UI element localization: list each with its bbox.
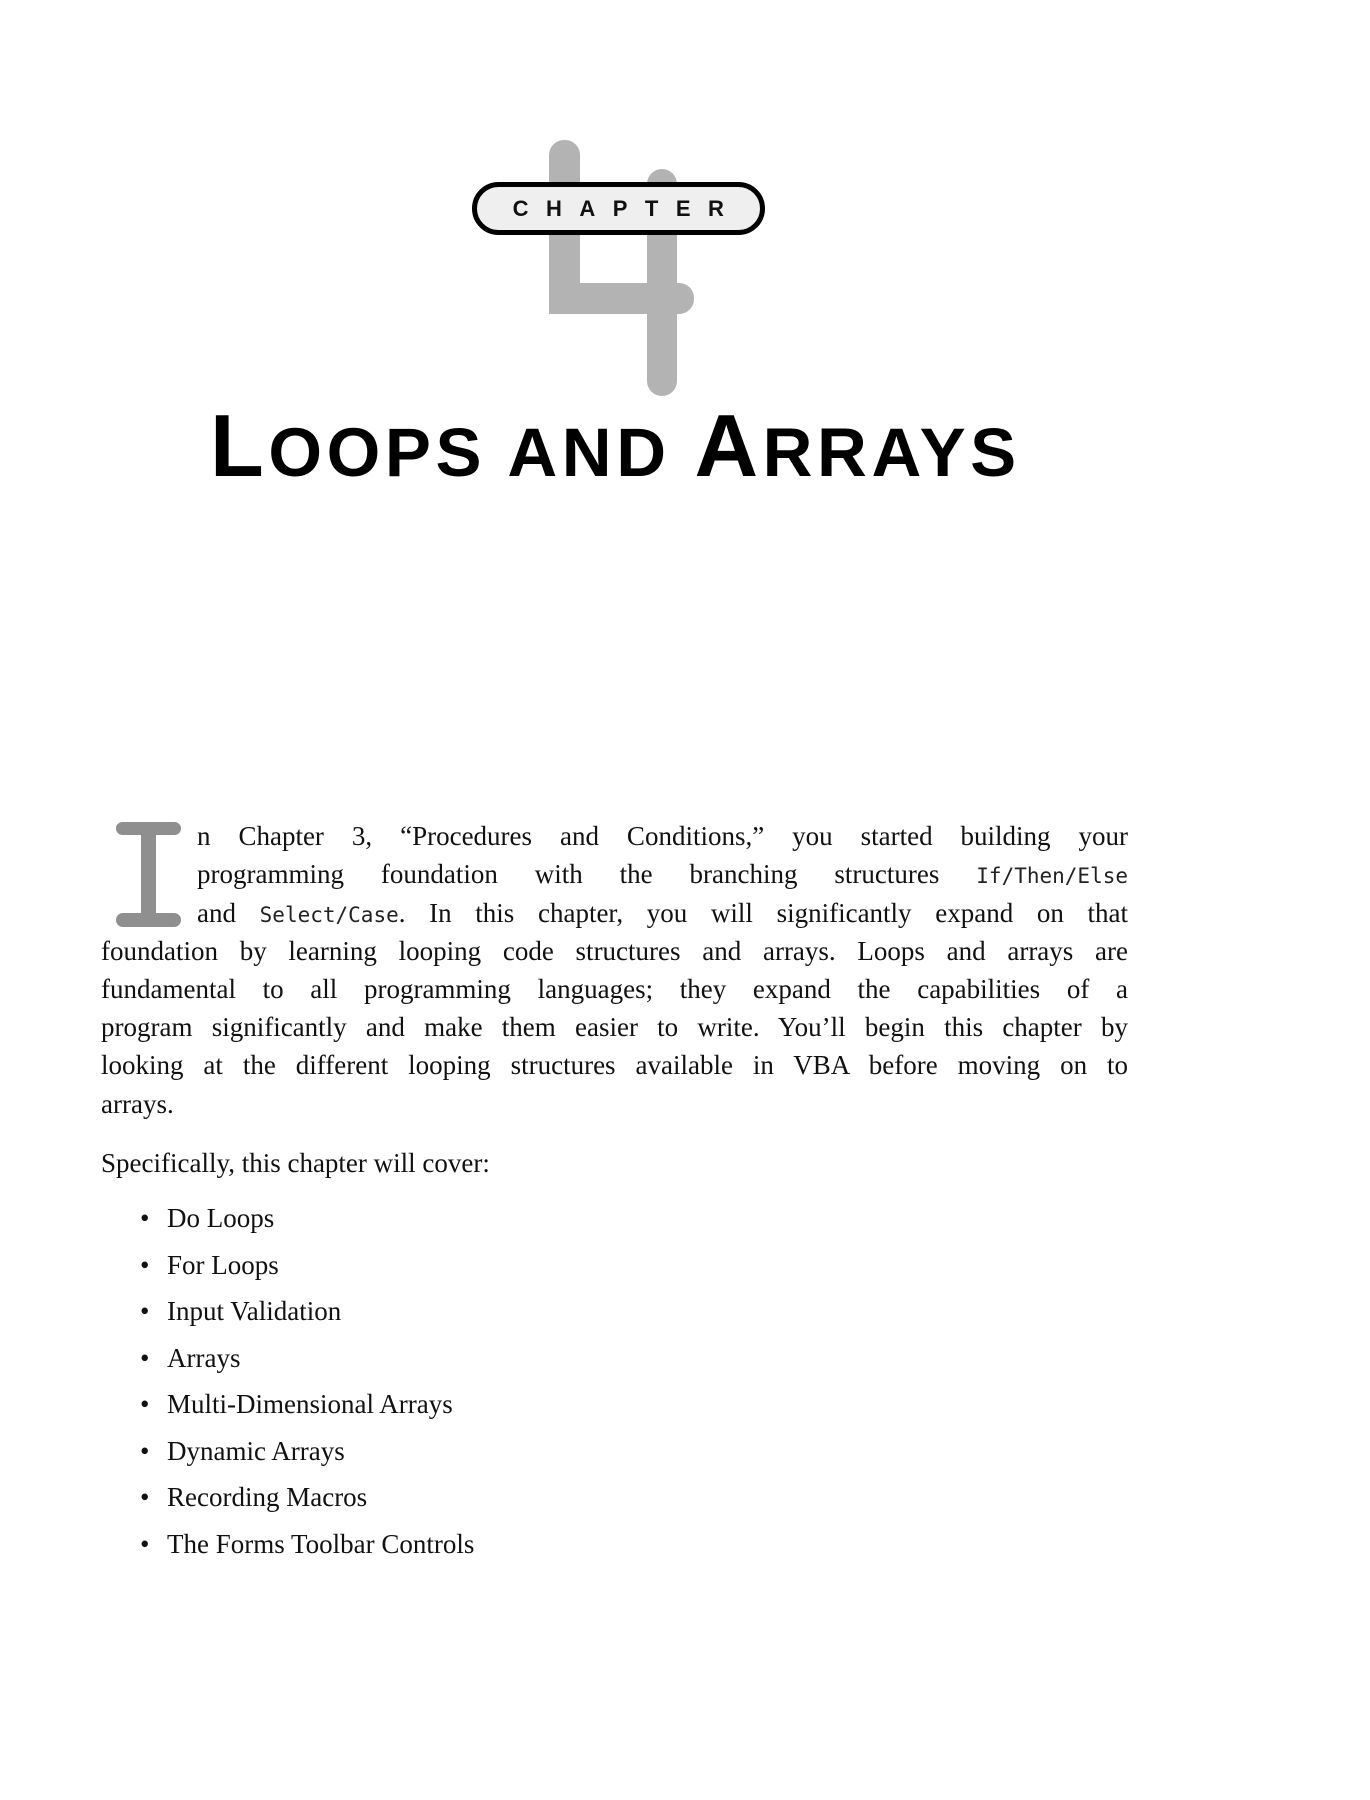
bullet-icon: • bbox=[140, 1436, 150, 1466]
drop-cap-letter-i bbox=[116, 822, 181, 927]
title-word-3-initial: A bbox=[694, 396, 763, 495]
paragraph-line-8: arrays. bbox=[101, 1089, 174, 1119]
bullet-icon: • bbox=[140, 1389, 150, 1419]
chapter-label-pill bbox=[472, 182, 765, 235]
paragraph-line-5: fundamental to all programming languages; they expand the capabilities of a bbox=[101, 974, 1128, 1004]
title-word-1-initial: L bbox=[210, 396, 269, 495]
paragraph-line-1: n Chapter 3, “Procedures and Conditions,” you started building your bbox=[197, 821, 1128, 851]
bullet-icon: • bbox=[140, 1482, 150, 1512]
paragraph-line-7: looking at the different looping structures available in VBA before moving on to bbox=[101, 1050, 1128, 1080]
bullet-icon: • bbox=[140, 1250, 150, 1280]
paragraph-line-6: program significantly and make them easier to write. You’ll begin this chapter by bbox=[101, 1012, 1128, 1042]
bullet-icon: • bbox=[140, 1529, 150, 1559]
title-word-3-rest: RRAYS bbox=[762, 414, 1021, 491]
chapter-label: CHAPTER bbox=[512, 195, 742, 221]
paragraph-line-3: and Select/Case. In this chapter, you will significantly expand on that bbox=[197, 898, 1129, 928]
paragraph-line-2: programming foundation with the branching structures If/Then/Else bbox=[197, 859, 1128, 889]
topics-intro: Specifically, this chapter will cover: bbox=[101, 1148, 490, 1178]
chapter-title bbox=[210, 396, 1021, 495]
code-if-then-else: If/Then/Else bbox=[976, 864, 1128, 888]
title-word-2: AND bbox=[507, 414, 671, 491]
code-select-case: Select/Case bbox=[259, 903, 399, 927]
title-word-1-rest: OOPS bbox=[268, 414, 487, 491]
bullet-icon: • bbox=[140, 1296, 150, 1326]
drop-cap-stem bbox=[141, 828, 156, 922]
drop-cap-bottom-serif bbox=[116, 913, 181, 927]
bullet-icon: • bbox=[140, 1343, 150, 1373]
bullet-icon: • bbox=[140, 1203, 150, 1233]
paragraph-line-4: foundation by learning looping code structures and arrays. Loops and arrays are bbox=[101, 936, 1128, 966]
